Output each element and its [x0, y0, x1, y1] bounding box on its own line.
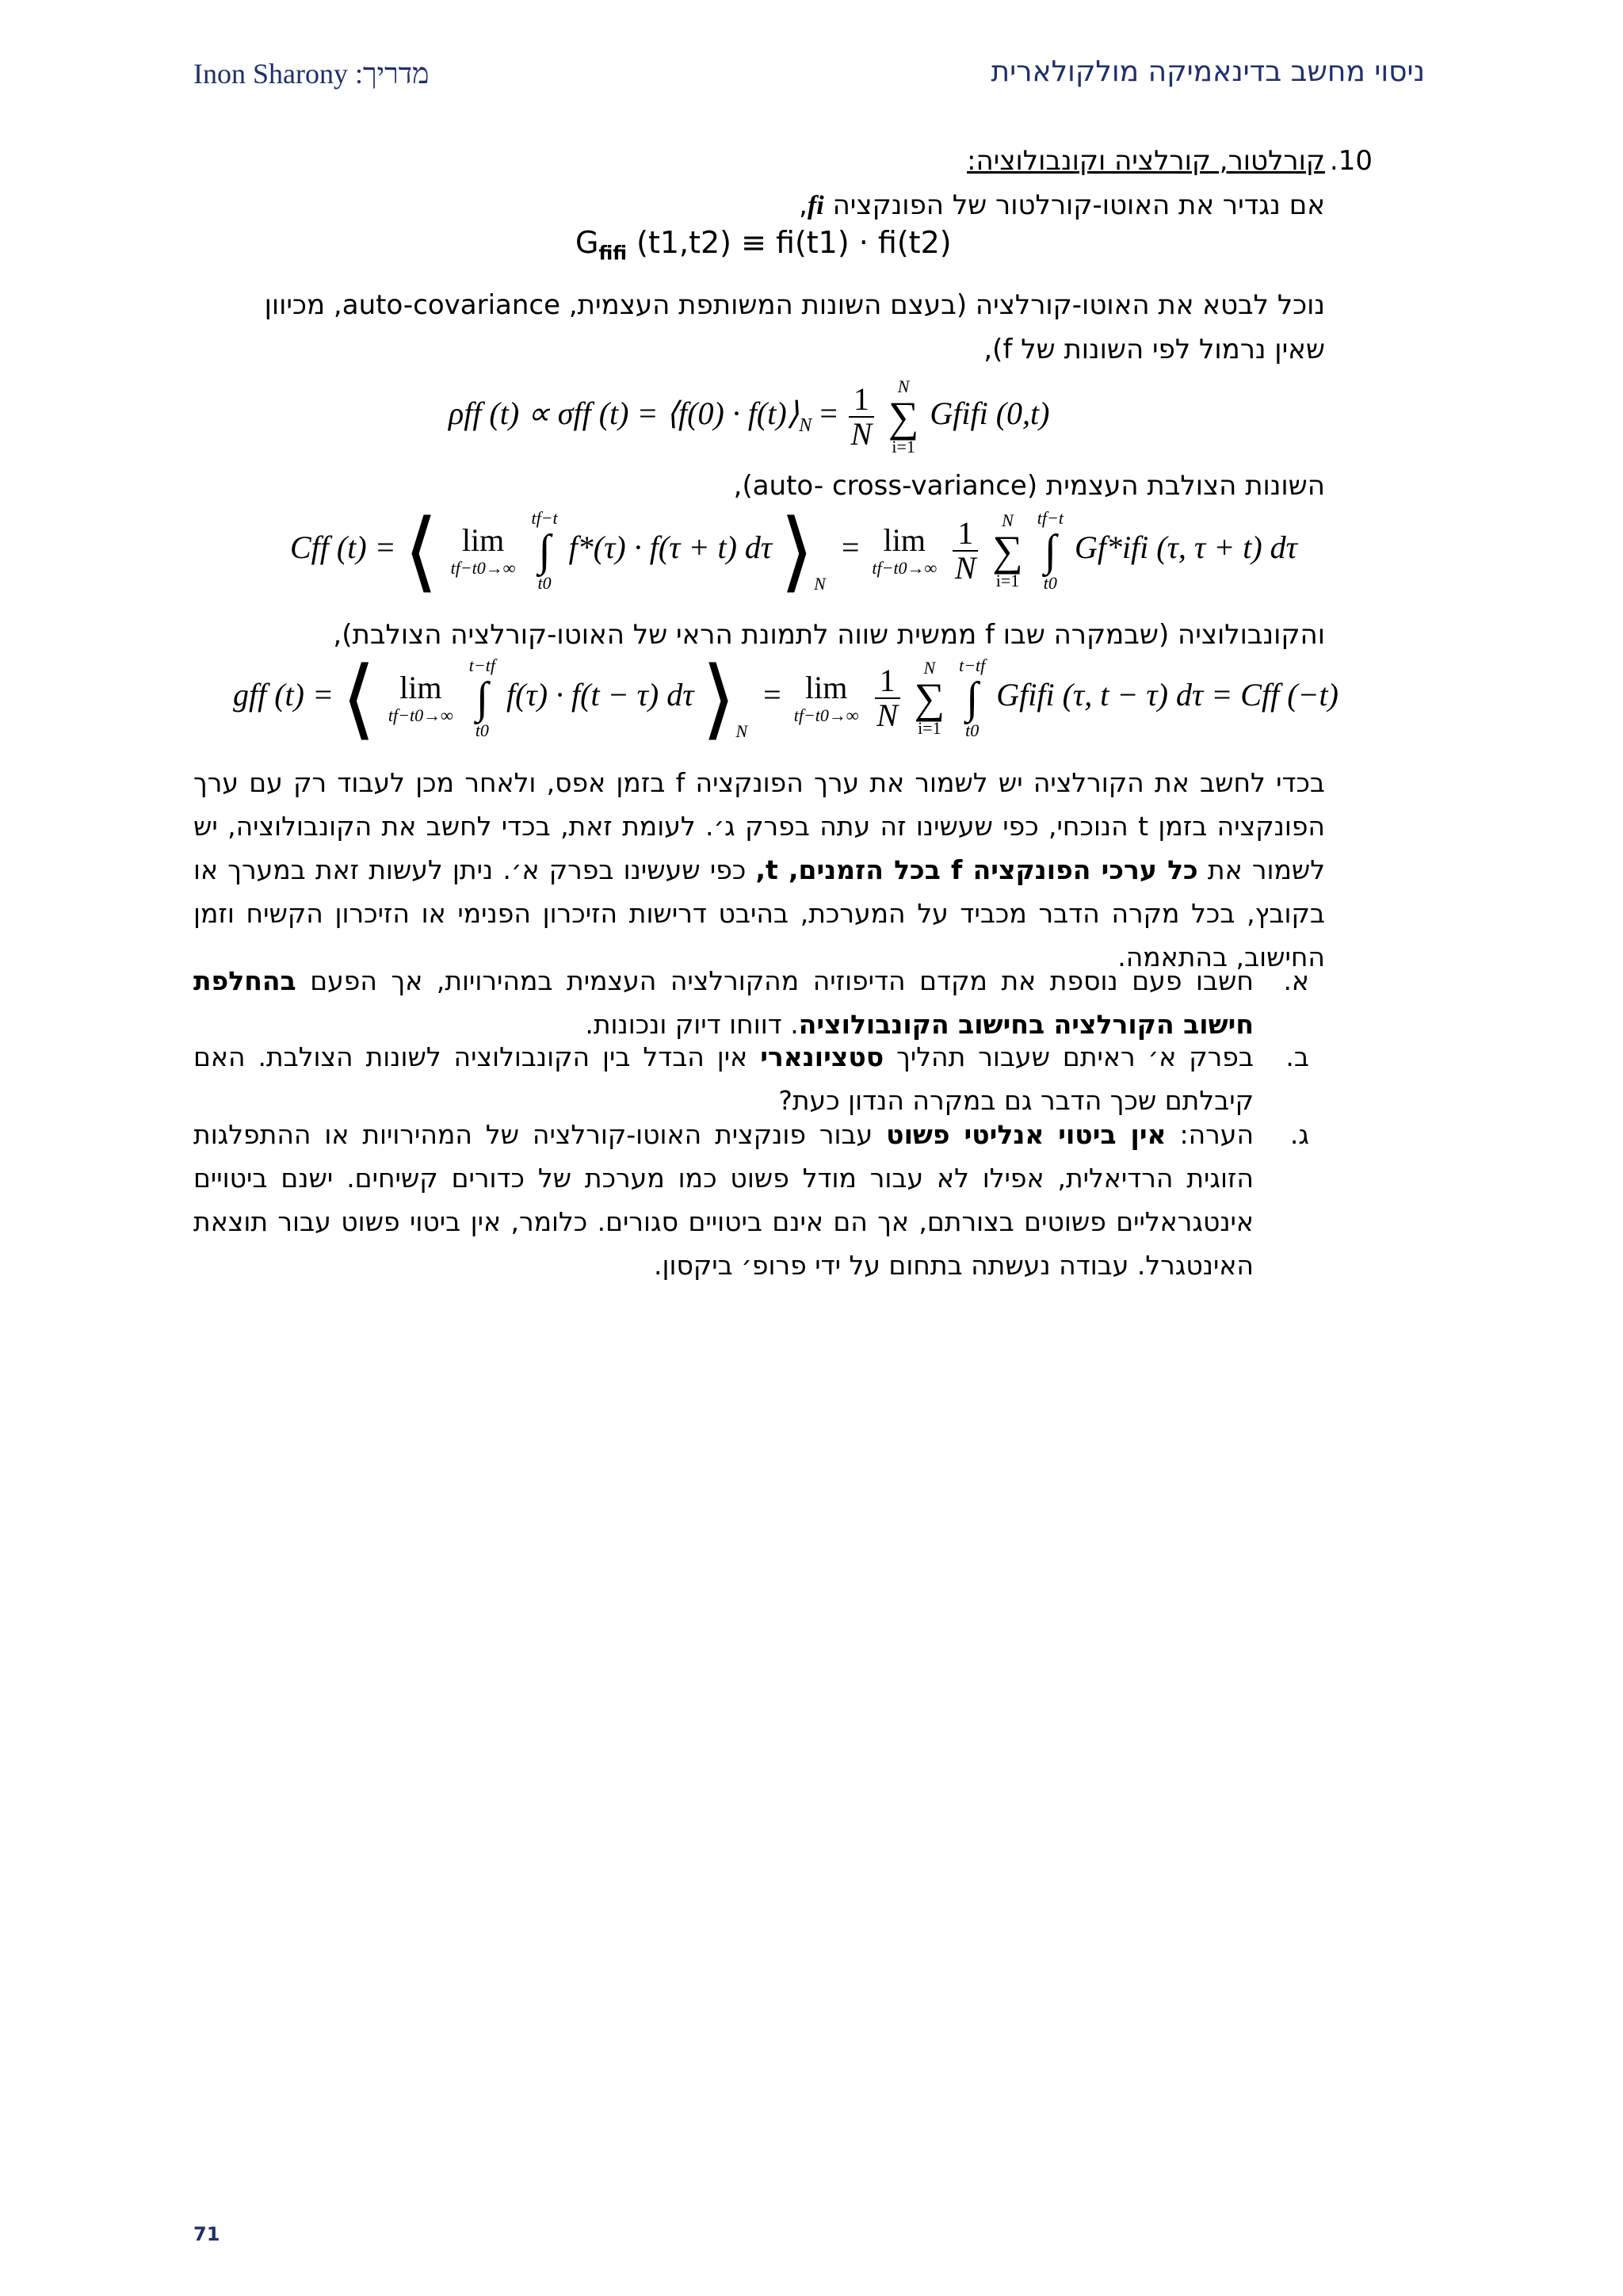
convolution-line: והקונבולוציה (שבמקרה שבו f ממשית שווה לתמונת הראי של האוטו-קורלציה הצולבת), [333, 619, 1325, 651]
main-paragraph: בכדי לחשב את הקורלציה יש לשמור את ערך הפונקציה f בזמן אפס, ולאחר מכן לעבוד רק עם ערך הפונקציה בזמן t הנוכחי, כפי שעשינו זה עתה בפרק ג׳. לעומת זאת, בכדי לחשב את הקונבולוציה, יש לשמור את כל ערכי הפונקציה f בכל הזמנים, t, כפי שעשינו בפרק א׳. ניתן לעשות זאת במערך או בקובץ, בכל מקרה הדבר מכביד על המערכת, בהיבט דרישות הזיכרון הפנימי או הזיכרון הקשיח וזמן החישוב, בהתאמה. [193, 767, 1326, 972]
autocovariance-line-1: נוכל לבטא את האוטו-קורלציה (בעצם השונות המשותפת העצמית, auto-covariance, מכיוון [264, 289, 1325, 321]
header-course-title: ניסוי מחשב בדינאמיקה מולקולארית [991, 55, 1425, 88]
exercise-item-b: ב. בפרק א׳ ראיתם שעבור תהליך סטציונארי אין הבדל בין הקונבולוציה לשונות הצולבת. האם קיבלתם שכך הדבר גם במקרה הנדון כעת? [193, 1041, 1309, 1116]
exercise-item-a: א. חשבו פעם נוספת את מקדם הדיפוזיה מהקורלציה העצמית במהירויות, אך הפעם בהחלפת חישוב הקורלציה בחישוב הקונבולוציה. דווחו דיוק ונכונות. [193, 965, 1309, 1040]
cross-variance-line: השונות הצולבת העצמית (auto- cross-variance), [733, 470, 1325, 502]
page-number: 71 [193, 2223, 220, 2245]
equation-cross-variance: Cff (t) = ⟨ lim tf−t0→∞ tf−t ∫ t0 f*(τ) · f(τ + t) dτ $⟩_N$ = lim tf−t0→∞ $\frac{1}{N}$ N ∑ i=1 tf−t ∫ t0 Gf*ifi (τ, τ + t) dτ [290, 500, 1297, 602]
equation-convolution: gff (t) = ⟨ lim tf−t0→∞ t−tf ∫ t0 f(τ) · f(t − τ) dτ $⟩_N$ = lim tf−t0→∞ $\frac{1}{N}$ N ∑ i=1 t−tf ∫ t0 Gfifi (τ, t − τ) dτ = Cff (−t) [233, 648, 1338, 749]
fi-symbol: fi [807, 191, 824, 220]
intro-line: אם נגדיר את האוטו-קורלטור של הפונקציה fi, [799, 189, 1325, 221]
equation-autocorrelation: ρff (t) ∝ σff (t) = ⟨f(0) · $f(t)⟩_N$ = $\frac{1}{N}$ N ∑ i=1 Gfifi (0,t) [449, 376, 1050, 457]
header-instructor: Inon Sharony :מדריך [193, 58, 430, 90]
equation-autocorrelator: $G_{fifi}$ (t1,t2) ≡ fi(t1) · fi(t2) [575, 225, 952, 265]
section-heading [967, 143, 1373, 179]
section-title: קורלטור, קורלציה וקונבולוציה: [967, 145, 1325, 177]
autocovariance-line-2: שאין נרמול לפי השונות של f), [983, 334, 1325, 365]
section-number: 10. [1329, 145, 1373, 177]
exercise-item-c: ג. הערה: אין ביטוי אנליטי פשוט עבור פונקצית האוטו-קורלציה של המהירויות או ההתפלגות הזוגית הרדיאלית, אפילו לא עבור מודל פשוט כמו מערכת של כדורים קשיחים. ישנם ביטויים אינטגראליים פשוטים בצורתם, אך הם אינם ביטויים סגורים. כלומר, אין ביטוי פשוט עבור תוצאת האינטגרל. עבודה נעשתה בתחום על ידי פרופ׳ ביקסון. [193, 1119, 1309, 1281]
emphasis-all-values: כל ערכי הפונקציה f בכל הזמנים, t, [755, 854, 1198, 885]
